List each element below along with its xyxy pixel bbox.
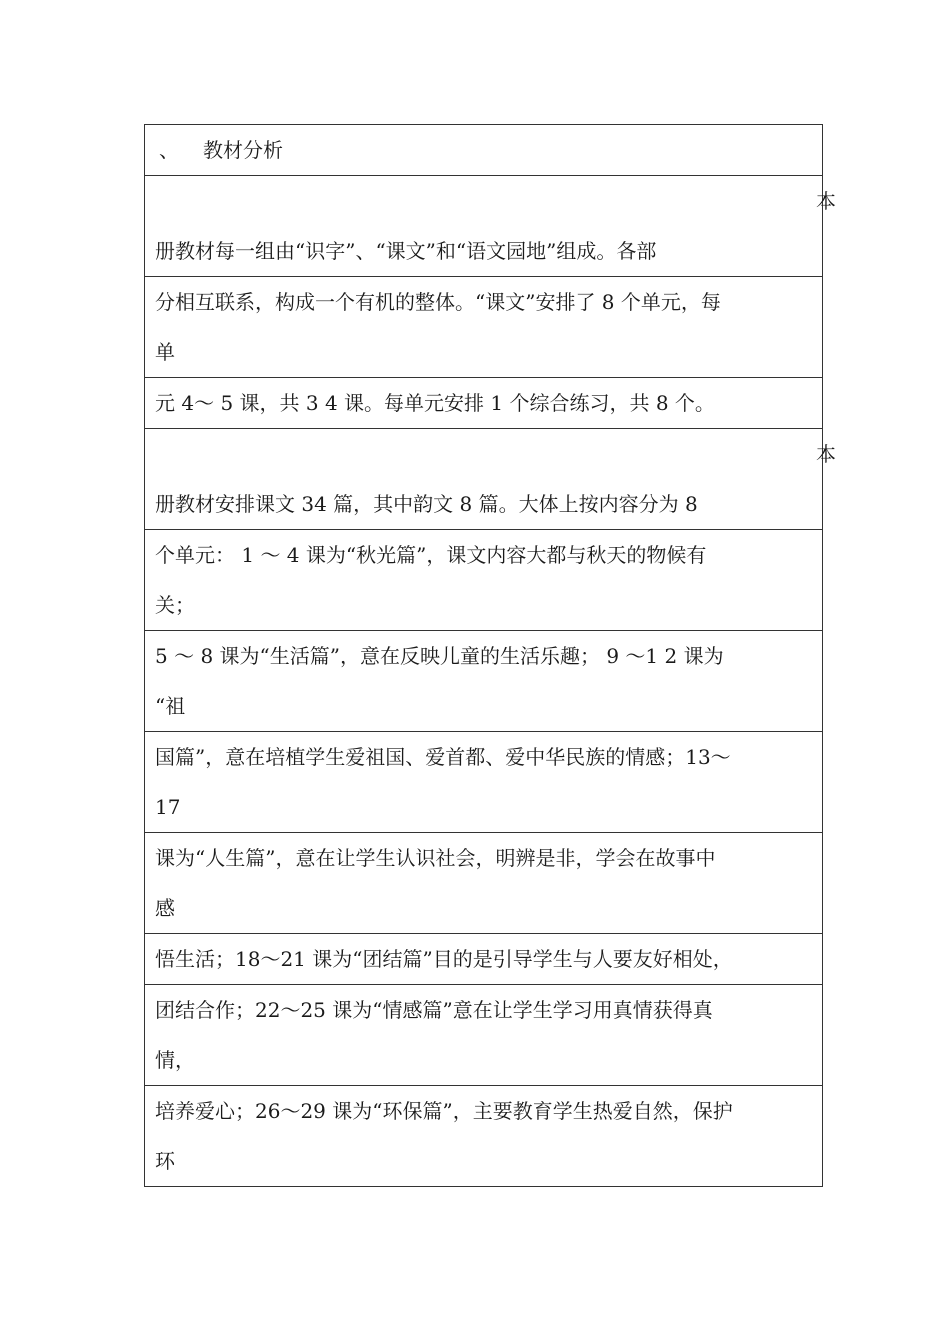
row-line: 情，: [155, 1048, 195, 1072]
content-table: [144, 124, 836, 1187]
table-row: [145, 631, 822, 732]
table-row: [145, 530, 822, 631]
row-line: 元 4～ 5 课，共 3 4 课。每单元安排 1 个综合练习，共 8 个。: [155, 391, 715, 415]
row-line: “祖: [155, 694, 186, 718]
row-line: 课为“人生篇”，意在让学生认识社会，明辨是非，学会在故事中: [155, 846, 716, 870]
table-row: [145, 176, 836, 277]
table-row: [145, 378, 822, 429]
row-line: 册教材每一组由“识字”、“课文”和“语文园地”组成。各部: [155, 239, 657, 263]
table-row: [145, 429, 836, 530]
row-line: 环: [155, 1149, 175, 1173]
table-row: [145, 277, 822, 378]
row-line: 国篇”，意在培植学生爱祖国、爱首都、爱中华民族的情感；13～: [155, 745, 731, 769]
table-row: [145, 934, 822, 985]
row-line: 关；: [155, 593, 195, 617]
row-line: 5 ～ 8 课为“生活篇”，意在反映儿童的生活乐趣； 9 ～1 2 课为: [155, 644, 724, 668]
row-line: 团结合作；22～25 课为“情感篇”意在让学生学习用真情获得真: [155, 998, 713, 1022]
section-heading: [145, 125, 822, 175]
row-line: 17: [155, 795, 181, 819]
section-heading-row: [145, 125, 822, 176]
row-line: 册教材安排课文 34 篇，其中韵文 8 篇。大体上按内容分为 8: [155, 492, 698, 516]
row-line: 单: [155, 340, 175, 364]
table-row: [145, 1086, 822, 1187]
row-line: 个单元： 1 ～ 4 课为“秋光篇”，课文内容大都与秋天的物候有: [155, 543, 707, 567]
table-row: [145, 985, 822, 1086]
row-line: 分相互联系，构成一个有机的整体。“课文”安排了 8 个单元，每: [155, 290, 721, 314]
table-row: [145, 833, 822, 934]
row-line: 感: [155, 896, 175, 920]
row-line: 培养爱心；26～29 课为“环保篇”，主要教育学生热爱自然，保护: [155, 1099, 733, 1123]
heading-text: 教材分析: [203, 138, 283, 162]
row-line: 悟生活；18～21 课为“团结篇”目的是引导学生与人要友好相处，: [155, 947, 733, 971]
row-line: 本: [816, 442, 836, 466]
heading-mark: 、: [159, 138, 179, 162]
table-row: [145, 732, 822, 833]
row-line: 本: [816, 189, 836, 213]
